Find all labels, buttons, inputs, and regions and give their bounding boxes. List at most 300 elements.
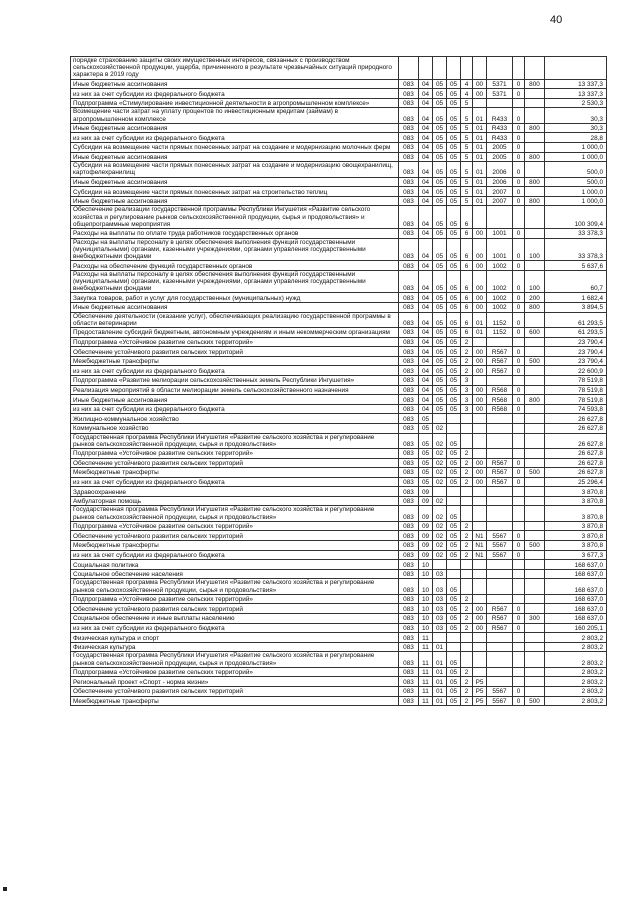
cell-expense-code: 1002	[487, 302, 513, 312]
cell-code-suffix: 0	[513, 187, 525, 197]
cell-code-suffix	[513, 206, 525, 229]
cell-expense-type	[525, 261, 545, 271]
cell-section: 04	[419, 98, 433, 108]
table-row	[71, 687, 607, 697]
cell-description: Подпрограмма «Стимулирование инвестиционной деятельности в агропромышленном комплексе»	[71, 98, 399, 108]
cell-amount: 100 309,4	[545, 206, 607, 229]
cell-subsection: 05	[433, 375, 447, 385]
table-row	[71, 366, 607, 376]
cell-expense-code: R433	[487, 123, 513, 133]
cell-section: 09	[419, 487, 433, 497]
cell-admin-code: 083	[399, 177, 419, 187]
cell-program: 05	[447, 448, 461, 458]
cell-admin-code: 083	[399, 337, 419, 347]
cell-amount: 500,0	[545, 162, 607, 177]
cell-expense-code: 1002	[487, 293, 513, 303]
cell-expense-type	[525, 347, 545, 357]
cell-amount: 30,3	[545, 123, 607, 133]
cell-code-suffix: 0	[513, 614, 525, 624]
cell-direction	[473, 98, 487, 108]
cell-section	[419, 57, 433, 80]
cell-subprogram: 4	[461, 89, 473, 99]
cell-expense-type: 500	[525, 541, 545, 551]
cell-admin-code: 083	[399, 79, 419, 89]
cell-subsection	[433, 57, 447, 80]
table-row	[71, 395, 607, 405]
table-row	[71, 594, 607, 604]
cell-section: 04	[419, 356, 433, 366]
table-row	[71, 302, 607, 312]
cell-description: Обеспечение устойчивого развития сельских территорий	[71, 604, 399, 614]
cell-program: 05	[447, 468, 461, 478]
cell-code-suffix: 0	[513, 385, 525, 395]
cell-expense-type: 100	[525, 238, 545, 261]
cell-direction: 00	[473, 293, 487, 303]
cell-code-suffix: 0	[513, 228, 525, 238]
cell-subsection: 05	[433, 123, 447, 133]
cell-description: Жилищно-коммунальное хозяйство	[71, 414, 399, 424]
cell-subsection: 05	[433, 327, 447, 337]
cell-code-suffix	[513, 433, 525, 448]
cell-expense-code: 5371	[487, 89, 513, 99]
table-row	[71, 579, 607, 594]
cell-subsection: 01	[433, 667, 447, 677]
cell-description: из них за счет субсидии из федерального бюджета	[71, 550, 399, 560]
cell-amount: 168 637,0	[545, 579, 607, 594]
table-row	[71, 238, 607, 261]
cell-section: 04	[419, 366, 433, 376]
cell-amount: 3 870,8	[545, 496, 607, 506]
cell-expense-type: 200	[525, 293, 545, 303]
cell-program: 05	[447, 677, 461, 687]
cell-program: 05	[447, 206, 461, 229]
cell-description: Государственная программа Республики Ингушетия «Развитие сельского хозяйства и регулирование рынков сельскохозяйственной продукции, сырья и продовольствия»	[71, 433, 399, 448]
table-row	[71, 487, 607, 497]
cell-description: Здравоохранение	[71, 487, 399, 497]
table-row	[71, 79, 607, 89]
cell-expense-code	[487, 414, 513, 424]
cell-direction	[473, 423, 487, 433]
cell-admin-code: 083	[399, 312, 419, 327]
cell-admin-code: 083	[399, 108, 419, 123]
cell-expense-type	[525, 687, 545, 697]
cell-description: Подпрограмма «Устойчивое развитие сельских территорий»	[71, 594, 399, 604]
cell-description: Подпрограмма «Развитие мелиорации сельскохозяйственных земель Республики Ингушетия»	[71, 375, 399, 385]
cell-amount: 3 870,8	[545, 531, 607, 541]
cell-expense-type	[525, 98, 545, 108]
cell-expense-type	[525, 642, 545, 652]
cell-amount: 500,0	[545, 177, 607, 187]
cell-section: 05	[419, 423, 433, 433]
cell-expense-type: 500	[525, 356, 545, 366]
cell-section: 11	[419, 696, 433, 706]
cell-expense-type	[525, 133, 545, 143]
cell-expense-type: 500	[525, 696, 545, 706]
cell-direction	[473, 337, 487, 347]
table-row	[71, 677, 607, 687]
cell-admin-code: 083	[399, 123, 419, 133]
cell-subsection: 03	[433, 604, 447, 614]
table-row	[71, 196, 607, 206]
cell-subprogram	[461, 433, 473, 448]
cell-code-suffix	[513, 496, 525, 506]
cell-admin-code: 083	[399, 366, 419, 376]
cell-subprogram: 6	[461, 206, 473, 229]
cell-code-suffix	[513, 57, 525, 80]
page-number: 40	[550, 14, 563, 26]
cell-direction	[473, 206, 487, 229]
cell-description: Амбулаторная помощь	[71, 496, 399, 506]
cell-admin-code: 083	[399, 677, 419, 687]
cell-code-suffix: 0	[513, 623, 525, 633]
cell-amount: 2 803,2	[545, 642, 607, 652]
table-row	[71, 569, 607, 579]
cell-expense-type	[525, 569, 545, 579]
cell-subprogram: 5	[461, 123, 473, 133]
cell-amount: 61 293,5	[545, 327, 607, 337]
cell-code-suffix	[513, 375, 525, 385]
cell-direction: 00	[473, 468, 487, 478]
cell-admin-code: 083	[399, 594, 419, 604]
cell-admin-code: 083	[399, 579, 419, 594]
cell-code-suffix	[513, 642, 525, 652]
cell-section: 09	[419, 496, 433, 506]
cell-expense-code: 5567	[487, 531, 513, 541]
cell-admin-code: 083	[399, 293, 419, 303]
table-row	[71, 293, 607, 303]
cell-subprogram: 5	[461, 196, 473, 206]
cell-expense-code	[487, 642, 513, 652]
cell-amount: 3 870,8	[545, 521, 607, 531]
cell-subprogram: 6	[461, 312, 473, 327]
cell-section: 04	[419, 312, 433, 327]
cell-program: 05	[447, 89, 461, 99]
cell-amount: 78 519,8	[545, 395, 607, 405]
cell-subsection: 05	[433, 366, 447, 376]
cell-direction: 01	[473, 133, 487, 143]
cell-expense-code	[487, 337, 513, 347]
cell-expense-code: R567	[487, 604, 513, 614]
cell-description: порядке страхованию защиты своих имущественных интересов, связанных с производством сельскохозяйственной продукции, ущерба, причиненного в результате чрезвычайных ситуаций природного характера в 2019 году	[71, 57, 399, 80]
table-row	[71, 458, 607, 468]
cell-program: 05	[447, 696, 461, 706]
cell-direction: 00	[473, 270, 487, 293]
cell-section: 04	[419, 108, 433, 123]
cell-description: Социальное обеспечение и иные выплаты населению	[71, 614, 399, 624]
cell-amount: 168 637,0	[545, 594, 607, 604]
scan-mark	[3, 887, 7, 891]
cell-program: 05	[447, 133, 461, 143]
cell-amount: 23 790,4	[545, 356, 607, 366]
cell-section: 04	[419, 395, 433, 405]
cell-expense-code: R433	[487, 108, 513, 123]
cell-amount: 25 296,4	[545, 477, 607, 487]
cell-program: 05	[447, 550, 461, 560]
cell-subsection: 02	[433, 506, 447, 521]
cell-subprogram: 6	[461, 293, 473, 303]
cell-direction: 00	[473, 385, 487, 395]
cell-direction	[473, 521, 487, 531]
cell-subprogram: 2	[461, 667, 473, 677]
cell-expense-code	[487, 521, 513, 531]
cell-expense-code	[487, 496, 513, 506]
cell-subsection: 03	[433, 569, 447, 579]
cell-description: Обеспечение устойчивого развития сельских территорий	[71, 347, 399, 357]
cell-description: Межбюджетные трансферты	[71, 696, 399, 706]
cell-direction	[473, 496, 487, 506]
cell-description: Государственная программа Республики Ингушетия «Развитие сельского хозяйства и регулирование рынков сельскохозяйственной продукции, сырья и продовольствия»	[71, 652, 399, 667]
cell-section: 04	[419, 206, 433, 229]
table-row	[71, 177, 607, 187]
cell-program	[447, 569, 461, 579]
cell-amount: 26 627,8	[545, 423, 607, 433]
cell-admin-code: 083	[399, 477, 419, 487]
cell-expense-type: 100	[525, 270, 545, 293]
cell-subprogram: 2	[461, 594, 473, 604]
cell-expense-type	[525, 487, 545, 497]
cell-expense-code: 1001	[487, 228, 513, 238]
cell-subsection: 05	[433, 89, 447, 99]
cell-admin-code: 083	[399, 385, 419, 395]
cell-subprogram: 2	[461, 356, 473, 366]
cell-section: 10	[419, 579, 433, 594]
cell-program: 05	[447, 458, 461, 468]
cell-description: Закупка товаров, работ и услуг для государственных (муниципальных) нужд	[71, 293, 399, 303]
cell-code-suffix: 0	[513, 162, 525, 177]
cell-description: Расходы на выплаты персоналу в целях обеспечения выполнения функций государственными (муниципальными) органами, казенными учреждениями, органами управления государственными внебюджетными фондами	[71, 238, 399, 261]
cell-direction: 00	[473, 79, 487, 89]
cell-expense-code: R567	[487, 347, 513, 357]
cell-program: 05	[447, 142, 461, 152]
table-row	[71, 152, 607, 162]
cell-admin-code: 083	[399, 423, 419, 433]
cell-code-suffix	[513, 569, 525, 579]
cell-expense-type	[525, 506, 545, 521]
cell-admin-code: 083	[399, 687, 419, 697]
budget-table	[70, 56, 607, 706]
cell-section: 04	[419, 142, 433, 152]
cell-amount: 33 378,3	[545, 228, 607, 238]
cell-subsection: 05	[433, 152, 447, 162]
cell-direction: P5	[473, 677, 487, 687]
cell-subprogram: 4	[461, 79, 473, 89]
table-row	[71, 496, 607, 506]
table-row	[71, 614, 607, 624]
cell-amount: 2 803,2	[545, 667, 607, 677]
cell-admin-code: 083	[399, 152, 419, 162]
cell-code-suffix: 0	[513, 531, 525, 541]
cell-expense-code: R568	[487, 404, 513, 414]
cell-direction: 01	[473, 142, 487, 152]
cell-subprogram: 5	[461, 152, 473, 162]
cell-amount: 2 530,3	[545, 98, 607, 108]
cell-admin-code: 083	[399, 550, 419, 560]
cell-subprogram: 2	[461, 468, 473, 478]
cell-amount: 168 637,0	[545, 569, 607, 579]
cell-subsection: 03	[433, 614, 447, 624]
cell-expense-code: R567	[487, 366, 513, 376]
table-row	[71, 261, 607, 271]
cell-expense-type: 500	[525, 468, 545, 478]
cell-code-suffix: 0	[513, 238, 525, 261]
cell-description: Межбюджетные трансферты	[71, 541, 399, 551]
cell-program	[447, 423, 461, 433]
cell-description: Предоставление субсидий бюджетным, автономным учреждениям и иным некоммерческим организациям	[71, 327, 399, 337]
cell-subsection: 02	[433, 468, 447, 478]
cell-amount: 5 637,6	[545, 261, 607, 271]
cell-expense-type	[525, 414, 545, 424]
cell-direction: 00	[473, 623, 487, 633]
cell-code-suffix	[513, 448, 525, 458]
cell-direction: 00	[473, 302, 487, 312]
cell-admin-code: 083	[399, 623, 419, 633]
table-row	[71, 404, 607, 414]
cell-expense-code: R567	[487, 623, 513, 633]
cell-subsection: 01	[433, 687, 447, 697]
cell-admin-code	[399, 57, 419, 80]
cell-direction: 00	[473, 238, 487, 261]
cell-code-suffix	[513, 667, 525, 677]
cell-admin-code: 083	[399, 347, 419, 357]
cell-code-suffix	[513, 594, 525, 604]
table-row	[71, 312, 607, 327]
cell-amount	[545, 57, 607, 80]
cell-program: 05	[447, 327, 461, 337]
cell-code-suffix: 0	[513, 347, 525, 357]
cell-subsection: 02	[433, 423, 447, 433]
cell-amount: 26 627,8	[545, 468, 607, 478]
cell-code-suffix: 0	[513, 687, 525, 697]
cell-subsection: 02	[433, 531, 447, 541]
table-row	[71, 162, 607, 177]
cell-expense-code: R568	[487, 385, 513, 395]
cell-direction: 01	[473, 177, 487, 187]
cell-description: Возмещение части затрат на уплату процентов по инвестиционным кредитам (займам) в агропромышленном комплексе	[71, 108, 399, 123]
cell-expense-code: 1001	[487, 238, 513, 261]
cell-section: 04	[419, 327, 433, 337]
cell-description: Подпрограмма «Устойчивое развитие сельских территорий»	[71, 448, 399, 458]
cell-expense-code	[487, 206, 513, 229]
cell-expense-code	[487, 667, 513, 677]
cell-code-suffix	[513, 487, 525, 497]
table-row	[71, 667, 607, 677]
cell-subprogram: 2	[461, 521, 473, 531]
cell-expense-type	[525, 187, 545, 197]
cell-description: Иные бюджетные ассигнования	[71, 196, 399, 206]
cell-description: Иные бюджетные ассигнования	[71, 177, 399, 187]
cell-description: из них за счет субсидии из федерального бюджета	[71, 404, 399, 414]
cell-subsection: 02	[433, 550, 447, 560]
cell-subsection: 05	[433, 162, 447, 177]
cell-admin-code: 083	[399, 228, 419, 238]
cell-expense-type	[525, 458, 545, 468]
cell-code-suffix: 0	[513, 270, 525, 293]
cell-expense-code: 5371	[487, 79, 513, 89]
table-row	[71, 123, 607, 133]
cell-description: Реализация мероприятий в области мелиорации земель сельскохозяйственного назначения	[71, 385, 399, 395]
cell-description: Обеспечение устойчивого развития сельских территорий	[71, 687, 399, 697]
cell-expense-type	[525, 531, 545, 541]
cell-program: 05	[447, 347, 461, 357]
cell-direction	[473, 579, 487, 594]
cell-description: Иные бюджетные ассигнования	[71, 152, 399, 162]
cell-subprogram	[461, 414, 473, 424]
cell-program: 05	[447, 375, 461, 385]
table-row	[71, 696, 607, 706]
cell-subprogram: 2	[461, 623, 473, 633]
cell-code-suffix: 0	[513, 302, 525, 312]
cell-direction: 01	[473, 187, 487, 197]
cell-code-suffix: 0	[513, 404, 525, 414]
cell-amount: 60,7	[545, 270, 607, 293]
cell-section: 09	[419, 506, 433, 521]
cell-admin-code: 083	[399, 162, 419, 177]
cell-expense-code: R567	[487, 468, 513, 478]
cell-program	[447, 414, 461, 424]
cell-direction	[473, 594, 487, 604]
cell-section: 09	[419, 521, 433, 531]
cell-program: 05	[447, 579, 461, 594]
cell-expense-type	[525, 337, 545, 347]
cell-amount: 1 682,4	[545, 293, 607, 303]
cell-subsection	[433, 633, 447, 643]
cell-program: 05	[447, 356, 461, 366]
cell-subsection: 01	[433, 642, 447, 652]
cell-section: 04	[419, 79, 433, 89]
cell-amount: 26 627,8	[545, 414, 607, 424]
cell-section: 09	[419, 531, 433, 541]
cell-expense-type	[525, 228, 545, 238]
cell-description: Субсидии на возмещение части прямых понесенных затрат на создание и модернизацию овощехранилищ, картофелехранилищ	[71, 162, 399, 177]
cell-program: 05	[447, 687, 461, 697]
cell-subsection: 03	[433, 623, 447, 633]
table-row	[71, 633, 607, 643]
cell-expense-type: 300	[525, 614, 545, 624]
cell-subsection: 05	[433, 206, 447, 229]
cell-code-suffix	[513, 98, 525, 108]
cell-expense-type	[525, 162, 545, 177]
table-row	[71, 477, 607, 487]
table-row	[71, 57, 607, 80]
cell-description: Физическая культура	[71, 642, 399, 652]
cell-expense-code: 1002	[487, 261, 513, 271]
cell-admin-code: 083	[399, 614, 419, 624]
cell-subsection: 05	[433, 356, 447, 366]
cell-description: Субсидии на возмещение части прямых понесенных затрат на строительство теплиц	[71, 187, 399, 197]
cell-expense-type	[525, 477, 545, 487]
cell-subsection: 05	[433, 302, 447, 312]
cell-section: 10	[419, 604, 433, 614]
cell-code-suffix: 0	[513, 541, 525, 551]
table-row	[71, 604, 607, 614]
cell-amount: 168 637,0	[545, 614, 607, 624]
cell-admin-code: 083	[399, 667, 419, 677]
cell-section: 04	[419, 196, 433, 206]
cell-subprogram: 2	[461, 696, 473, 706]
cell-subprogram: 2	[461, 448, 473, 458]
cell-program: 05	[447, 98, 461, 108]
cell-program	[447, 487, 461, 497]
cell-program	[447, 560, 461, 570]
cell-amount: 26 627,8	[545, 433, 607, 448]
cell-admin-code: 083	[399, 142, 419, 152]
cell-description: Расходы на выплаты персоналу в целях обеспечения выполнения функций государственными (муниципальными) органами, казенными учреждениями, органами управления государственными внебюджетными фондами	[71, 270, 399, 293]
cell-expense-code: R567	[487, 477, 513, 487]
cell-amount: 168 637,0	[545, 604, 607, 614]
cell-program: 05	[447, 506, 461, 521]
cell-code-suffix: 0	[513, 293, 525, 303]
cell-subsection: 05	[433, 238, 447, 261]
